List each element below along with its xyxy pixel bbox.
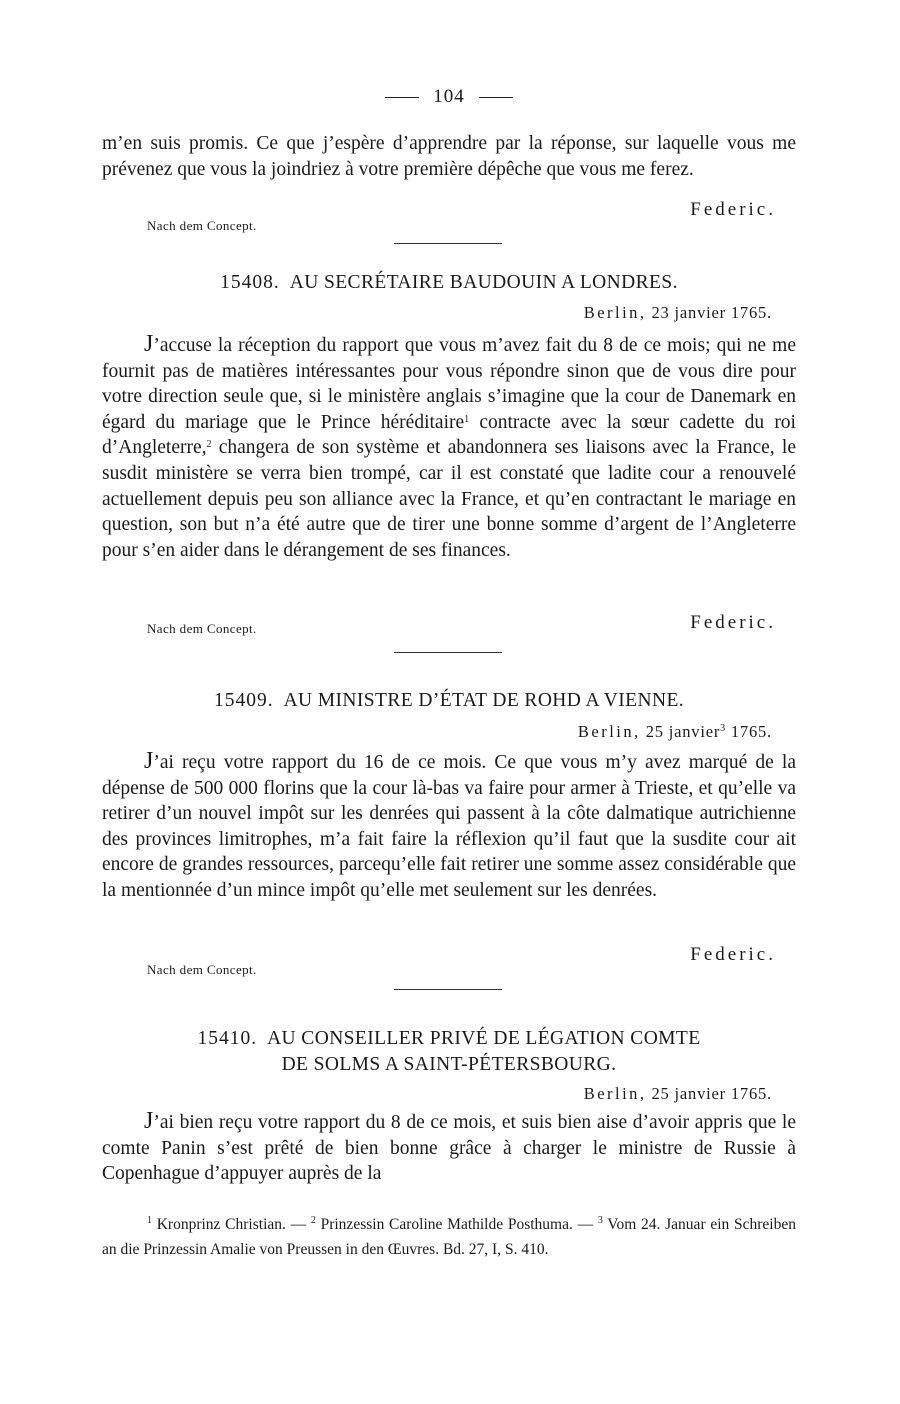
footnote-marker: 1 [147, 1215, 152, 1226]
letter-number: 15410. [197, 1028, 258, 1049]
page-number: 104 [433, 86, 465, 107]
letter-source: Nach dem Concept. [147, 962, 257, 977]
footnote-marker: 1 [464, 413, 470, 425]
letter-number: 15409. [213, 690, 274, 711]
footnotes [102, 1213, 796, 1262]
section-divider [394, 989, 502, 990]
letter-title: AU SECRÉTAIRE BAUDOUIN A LONDRES. [289, 272, 678, 293]
initial-letter: J [144, 1108, 154, 1134]
footnote-marker: 2 [310, 1215, 316, 1226]
initial-letter: J [144, 748, 154, 774]
letter-text: contracte avec la sœur cadette du roi d’Angleterre, [102, 411, 796, 459]
letter-source: Nach dem Concept. [147, 621, 257, 636]
dateline-place: Berlin, [577, 722, 641, 741]
letter-text: ’ai reçu votre rapport du 16 de ce mois. Ce que vous m’y avez marqué de la dépense de 500 000 florins que la cour là-bas va faire pour armer à Trieste, et qu’elle va retirer d’un nouvel impôt sur les denrées qui passent à la côte dalmatique autrichienne des provinces limitrophes, m’a fait faire la réflexion qu’il faut que la susdite cour ait encore de grandes ressources, parcequ’elle fait retirer une somme assez considérable que la mentionnée d’un mince impôt qu’elle met seulement sur les denrées. [102, 752, 796, 901]
footnote-text: Prinzessin Caroline Mathilde Posthuma. — [315, 1216, 598, 1233]
letter-heading [102, 1026, 796, 1078]
section-divider [394, 243, 502, 244]
letter-heading [102, 688, 796, 714]
letter-dateline [584, 1084, 772, 1104]
continuation-text: m’en suis promis. Ce que j’espère d’apprendre par la réponse, sur laquelle vous me prévenez que vous la joindriez à votre première dépêche que vous me ferez. [102, 133, 796, 180]
letter-heading [102, 270, 796, 296]
dateline-place: Berlin, [583, 1084, 647, 1103]
header-dash-left [385, 97, 419, 98]
footnote-text: Vom 24. Januar ein Schreiben an die Prinzessin Amalie von Preussen in den Œuvres. Bd. 27, I, S. 410. [102, 1216, 796, 1258]
initial-letter: J [144, 331, 154, 357]
dateline-place: Berlin, [583, 303, 647, 322]
letter-body [102, 750, 796, 904]
letter-text: ’accuse la réception du rapport que vous m’avez fait du 8 de ce mois; qui ne me fournit pas de matières intéressantes pour vous répondre sinon que de vous dire pour votre direction seule que, si le ministère anglais s’imagine que la cour de Danemark en égard du mariage que le Prince héréditaire [102, 335, 796, 433]
footnote-marker: 2 [206, 439, 212, 451]
letter-body [102, 1110, 796, 1187]
footnote-marker: 3 [720, 723, 726, 734]
dateline-date: 23 janvier 1765. [651, 303, 772, 322]
letter-dateline [578, 722, 772, 742]
continuation-signature: Federic. [690, 199, 776, 220]
footnote-text: Kronprinz Christian. — [152, 1216, 311, 1233]
letter-text: ’ai bien reçu votre rapport du 8 de ce mois, et suis bien aise d’avoir appris que le comte Panin s’est prêté de bien bonne grâce à charger le ministre de Russie à Copenhague d’appuyer auprès de la [102, 1112, 796, 1185]
footnote-marker: 3 [597, 1215, 603, 1226]
continuation-source: Nach dem Concept. [147, 218, 257, 233]
letter-title-line-2: DE SOLMS A SAINT-PÉTERSBOURG. [281, 1054, 617, 1075]
dateline-date: 25 janvier [645, 722, 721, 741]
letter-signature: Federic. [690, 612, 776, 633]
letter-title: AU MINISTRE D’ÉTAT DE ROHD A VIENNE. [283, 690, 685, 711]
letter-title-line-1: AU CONSEILLER PRIVÉ DE LÉGATION COMTE [267, 1028, 701, 1049]
letter-text: changera de son système et abandonnera ses liaisons avec la France, le susdit ministère se verra bien trompé, car il est constaté que ladite cour a renouvelé actuellement depuis peu son alliance avec la France, et qu’en contractant le mariage en question, son but n’a été autre que de tirer une bonne somme d’argent de l’Angleterre pour s’en aider dans le dérangement de ses finances. [102, 437, 796, 561]
letter-number: 15408. [220, 272, 280, 293]
letter-dateline [584, 303, 772, 323]
header-dash-right [479, 97, 513, 98]
page-header [102, 86, 796, 108]
dateline-year: 1765. [725, 722, 772, 741]
letter-body [102, 333, 796, 563]
letter-signature: Federic. [690, 944, 776, 965]
page [102, 0, 796, 1404]
dateline-date: 25 janvier 1765. [651, 1084, 772, 1103]
section-divider [394, 652, 502, 653]
